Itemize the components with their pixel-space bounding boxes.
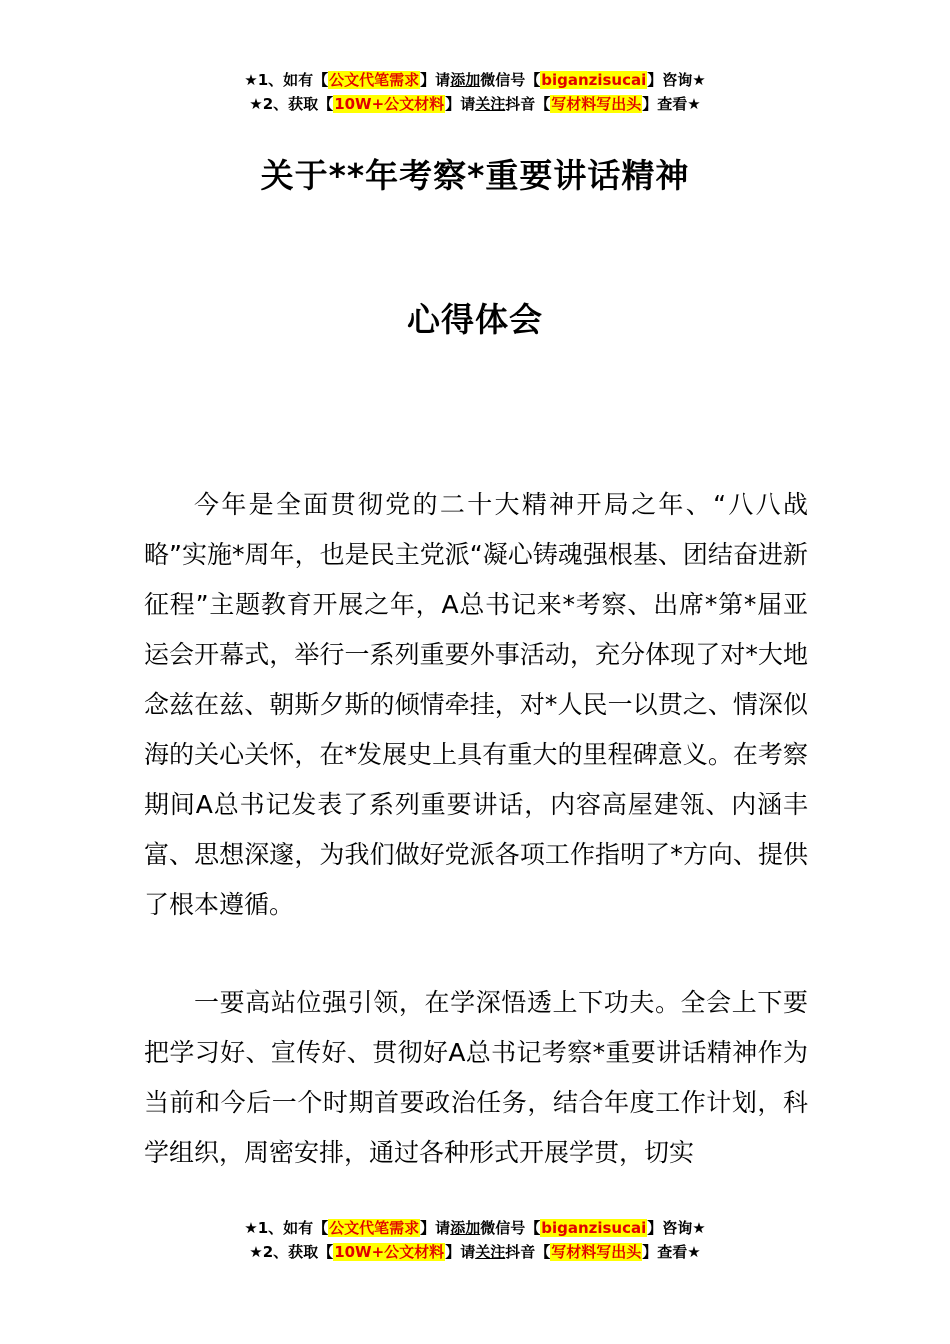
banner-highlight: biganzisucai <box>541 71 647 89</box>
document-title-line-1: 关于**年考察*重要讲话精神 <box>260 156 690 195</box>
banner-text: 】请 <box>420 71 451 89</box>
banner-line-1 <box>0 68 950 92</box>
banner-underline: 关注 <box>475 95 506 113</box>
body-paragraph-1: 今年是全面贯彻党的二十大精神开局之年、“八八战略”实施*周年，也是民主党派“凝心铸魂强根基、团结奋进新征程”主题教育开展之年，A总书记来*考察、出席*第*届亚运会开幕式，举行一系列重要外事活动，充分体现了对*大地念兹在兹、朝斯夕斯的倾情牵挂，对*人民一以贯之、情深似海的关心关怀，在*发展史上具有重大的里程碑意义。在考察期间A总书记发表了系列重要讲话，内容高屋建瓴、内涵丰富、思想深邃，为我们做好党派各项工作指明了*方向、提供了根本遵循。 <box>144 490 808 919</box>
banner-line-2 <box>0 1240 950 1264</box>
document-title-line-2: 心得体会 <box>407 300 543 339</box>
banner-text: 】请 <box>445 1243 476 1261</box>
header-banner <box>0 68 950 116</box>
banner-highlight: 写材料写出头 <box>551 95 642 113</box>
banner-highlight: 10W+公文材料 <box>334 95 445 113</box>
banner-underline: 添加 <box>450 1219 481 1237</box>
footer-banner <box>0 1216 950 1264</box>
banner-highlight: biganzisucai <box>541 1219 647 1237</box>
banner-text: 】请 <box>445 95 476 113</box>
banner-text: 】请 <box>420 1219 451 1237</box>
banner-text: 】咨询★ <box>647 1219 706 1237</box>
banner-text: 微信号【 <box>480 1219 541 1237</box>
banner-text: 】查看★ <box>642 95 701 113</box>
banner-text: 抖音【 <box>505 95 551 113</box>
banner-text: 】查看★ <box>642 1243 701 1261</box>
banner-text: ★1、如有【 <box>244 1219 329 1237</box>
banner-underline: 添加 <box>450 71 481 89</box>
banner-line-2 <box>0 92 950 116</box>
banner-underline: 关注 <box>475 1243 506 1261</box>
banner-text: ★2、获取【 <box>249 95 334 113</box>
banner-text: 】咨询★ <box>647 71 706 89</box>
banner-text: ★2、获取【 <box>249 1243 334 1261</box>
banner-highlight: 公文代笔需求 <box>329 71 420 89</box>
body-paragraph-2: 一要高站位强引领，在学深悟透上下功夫。全会上下要把学习好、宣传好、贯彻好A总书记考察*重要讲话精神作为当前和今后一个时期首要政治任务，结合年度工作计划，科学组织，周密安排，通过各种形式开展学贯，切实 <box>144 988 808 1167</box>
banner-highlight: 公文代笔需求 <box>329 1219 420 1237</box>
banner-line-1 <box>0 1216 950 1240</box>
banner-text: 抖音【 <box>505 1243 551 1261</box>
banner-text: 微信号【 <box>480 71 541 89</box>
banner-text: ★1、如有【 <box>244 71 329 89</box>
banner-highlight: 写材料写出头 <box>551 1243 642 1261</box>
banner-highlight: 10W+公文材料 <box>334 1243 445 1261</box>
